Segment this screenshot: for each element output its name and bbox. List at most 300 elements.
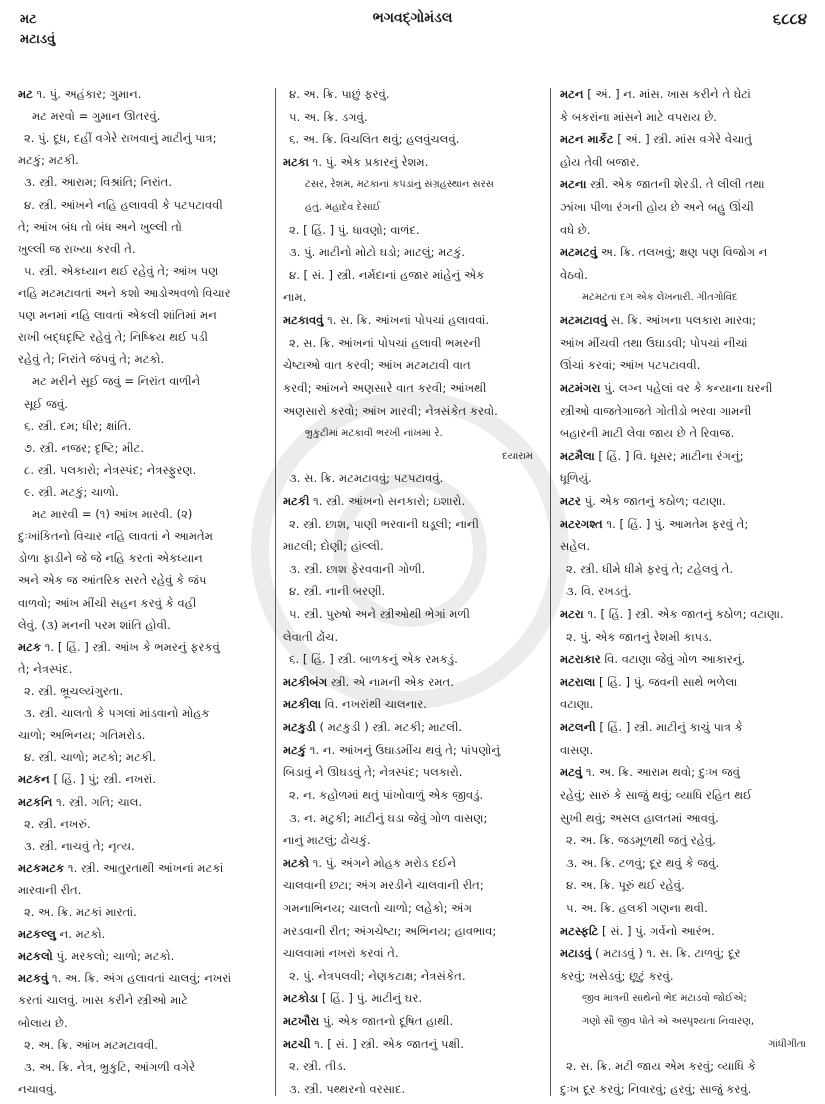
entry-text-line	[18, 174, 268, 191]
definition-text: [ હિં. ] સ્ત્રી. માટીનું કાચું પાત્ર કે	[595, 720, 743, 735]
entry-headline	[560, 923, 814, 940]
headword: મટકલો	[18, 949, 53, 964]
definition-text: ૪. સ્ત્રી. ચાળો; મટકો; મટકી.	[24, 750, 157, 765]
guide-word-first: મટ	[20, 12, 37, 27]
definition-text: ઝાંખા પીળા રંગની હોય છે અને બહુ ઊંચી	[560, 200, 754, 215]
entry-text-line	[283, 561, 541, 578]
entry-text-line	[283, 538, 541, 555]
entry-text-line	[283, 109, 541, 126]
entry-text-line	[283, 1058, 541, 1075]
definition-text: ચાળો; અભિનય; ગતિમરોડ.	[18, 728, 146, 743]
headword: મટમટાવવું	[560, 313, 608, 328]
definition-text: [ હિં. ] પું; સ્ત્રી. નખરાં.	[49, 772, 157, 787]
entry-text-line	[283, 583, 541, 600]
definition-text: વિ. નખરાંથી ચાલનાર.	[321, 697, 427, 712]
entry-text-line	[560, 109, 814, 126]
definition-text: ૩. સ્ત્રી. પથ્થરનો વરસાદ.	[289, 1081, 406, 1096]
entry-text-line	[18, 241, 268, 258]
definition-text: ૨. સ. ક્રિ. મટી જાય એમ કરવું; વ્યાધિ કે	[566, 1059, 756, 1074]
definition-text: ગણો સૌ જીવ પોતે એ અસ્પૃશ્યતા નિવારણ,	[582, 1015, 755, 1027]
entry-text-line	[560, 267, 814, 284]
column-3	[560, 86, 814, 1098]
definition-text: ( મટકુડી ) સ્ત્રી. મટકી; માટલી.	[315, 720, 463, 735]
definition-text: ચાલવામાં નખરાં કરવાં તે.	[283, 946, 399, 961]
headword: મટકન	[18, 772, 50, 787]
entry-text-line	[560, 470, 814, 487]
headword: મટકાવવું	[283, 313, 324, 328]
entry-text-line	[283, 651, 541, 668]
entry-text-line	[283, 810, 541, 827]
headword: મટરાલા	[560, 674, 596, 689]
entry-headline	[18, 948, 268, 965]
definition-text: ૨. સ્ત્રી. તીડ.	[289, 1059, 347, 1074]
entry-headline	[560, 448, 814, 465]
column-divider	[275, 88, 276, 1096]
quotation-line	[283, 425, 541, 442]
entry-text-line	[560, 787, 814, 804]
entry-text-line	[283, 629, 541, 646]
entry-text-line	[560, 629, 814, 646]
entry-text-line	[283, 877, 541, 894]
entry-text-line	[18, 1081, 268, 1098]
definition-text: કરતાં ચાલવું. ખાસ કરીને સ્ત્રીઓ માટે	[18, 993, 189, 1008]
entry-text-line	[18, 1015, 268, 1032]
definition-text: [ અં. ] ન. માંસ. ખાસ કરીને તે ઘેટાં	[583, 87, 751, 101]
definition-text: મટ મરીને સૂઈ જવું = નિરાંત વાળીને	[32, 374, 201, 389]
definition-text: કરવી; આંખને અણસારે વાત કરવી; આંખથી	[283, 380, 487, 395]
entry-text-line	[560, 810, 814, 827]
column-divider	[550, 88, 551, 1096]
entry-headline	[283, 674, 541, 691]
definition-text: અને એક જ આંતરિક સરતે રહેવું કે જંપ	[18, 573, 207, 588]
entry-text-line	[560, 538, 814, 555]
entry-text-line	[283, 222, 541, 239]
definition-text: ૧. અ. ક્રિ. અંગ હલાવતાં ચાલવું; નખરાં	[48, 971, 232, 986]
entry-text-line	[18, 130, 268, 147]
entry-headline	[560, 176, 814, 193]
entry-text-line	[283, 832, 541, 849]
definition-text: ૪. સ્ત્રી. નાની બરણી.	[289, 584, 386, 599]
entry-text-line	[560, 855, 814, 872]
definition-text: ૩. પું. માટીનો મોટો ઘડો; માટલું; મટકું.	[289, 245, 466, 260]
definition-text: ૪. અ. ક્રિ. પૂરું થઈ રહેવું.	[566, 878, 685, 893]
headword: મટાડવું	[560, 946, 592, 961]
entry-text-line	[283, 1081, 541, 1098]
headword: મટરા	[560, 607, 584, 622]
entry-text-line	[18, 219, 268, 236]
headword: મટકોડા	[283, 991, 319, 1006]
page-number: ૬૮૮૪	[772, 10, 807, 28]
definition-text: [ હિં. ] પું. જવની સાથે ભળેલા	[595, 674, 738, 689]
definition-text: ૩. સ્ત્રી. નાચવું તે; નૃત્ય.	[24, 838, 135, 853]
definition-text: કરવું; ખસેડવું; છૂટું કરવું.	[560, 968, 674, 983]
entry-headline	[560, 606, 814, 623]
definition-text: ૫. અ. ક્રિ. ડગવું.	[289, 109, 368, 124]
definition-text: નચાવવું.	[18, 1081, 57, 1096]
definition-text: ૪. [ સં. ] સ્ત્રી. નર્મદાનાં હજાર માંહેનું એક	[289, 267, 485, 282]
entry-text-line	[283, 289, 541, 306]
definition-text: ૧. [ હિં. ] પું. આમતેમ ફરવું તે;	[602, 516, 749, 531]
entry-text-line	[560, 1058, 814, 1075]
definition-text: ઊંચાં કરવાં; આંખ પટપટાવવી.	[560, 358, 701, 373]
definition-text: ૨. અ. ક્રિ. જડમૂળથી જતું રહેવું.	[566, 833, 716, 848]
entry-text-line	[560, 900, 814, 917]
entry-text-line	[283, 606, 541, 623]
definition-text: નાનું માટલું; ઢોચકું.	[283, 833, 371, 848]
entry-text-line	[18, 462, 268, 479]
entry-text-line	[560, 199, 814, 216]
definition-text: ગાંધીગીતા	[768, 1038, 806, 1050]
entry-headline	[560, 674, 814, 691]
definition-text: વાસણ.	[560, 742, 594, 757]
definition-text: ખુલ્લી જ રાખ્યા કરવી તે.	[18, 241, 136, 256]
definition-text: ૪. અ. ક્રિ. પાછું ફરવું.	[289, 87, 390, 101]
definition-text: દુઃખાંકિતનો વિચાર નહિ લાવતાં ને આમતેમ	[18, 529, 213, 544]
definition-text: ૨. સ. ક્રિ. આંખનાં પોપચાં હલાવી ભમરની	[289, 335, 481, 350]
headword: મટકીલા	[283, 697, 322, 712]
headword: મટ	[18, 87, 33, 101]
entry-text-line	[18, 595, 268, 612]
definition-text: અ. ક્રિ. તલખવું; ક્ષણ પણ વિજોગ ન	[597, 245, 768, 260]
entry-text-line	[18, 661, 268, 678]
definition-text: ૬. અ. ક્રિ. વિચલિત થવું; હલવુંચલવું.	[289, 132, 460, 147]
definition-text: ૩. ન. મટુકી; માટીનું ઘડા જેવું ગોળ વાસણ;	[289, 810, 488, 825]
entry-text-line	[18, 705, 268, 722]
entry-text-line	[18, 440, 268, 457]
definition-text: ૨. ન. કહોળમાં થતું પાંખોવાળું એક જીવડું.	[289, 787, 484, 802]
definition-text: ૨. સ્ત્રી. છાશ, પાણી ભરવાની ઘડૂલી; નાની	[289, 516, 479, 531]
entry-headline	[283, 990, 541, 1007]
definition-text: પું. લગ્ન પહેલાં વર કે કન્યાના ઘરની	[600, 380, 773, 395]
entry-text-line	[560, 696, 814, 713]
definition-text: ગમનાભિનય; ચાલતો ચાળો; લહેકો; અંગ	[283, 900, 472, 915]
entry-headline	[18, 860, 268, 877]
definition-text: ટસર, રેશમ, મટકાનાં કપડાંનું સંગ્રહસ્થાન સરસ	[305, 179, 494, 191]
entry-headline	[283, 855, 541, 872]
entry-text-line	[560, 403, 814, 420]
definition-text: વધે છે.	[560, 222, 591, 237]
definition-text: ૨. સ્ત્રી. નખરું.	[24, 816, 91, 831]
definition-text: ૧. [ હિં. ] સ્ત્રી. આંખ કે ભમરનું ફરકવું	[41, 639, 220, 654]
entry-text-line	[560, 1081, 814, 1098]
definition-text: ૩. વિ. રખડતું.	[566, 584, 632, 599]
definition-text: રાખી બદ્ધદૃષ્ટિ રહેવું તે; નિષ્ક્રિય થઈ પડી	[18, 330, 208, 345]
definition-text: બિડાવું ને ઊઘડવું તે; નેત્રસ્પંદ; પલકારો.	[283, 765, 463, 780]
definition-text: ( મટાડવું ) ૧. સ. ક્રિ. ટાળવું; દૂર	[591, 946, 741, 961]
definition-text: દયારામ	[502, 450, 533, 462]
definition-text: પું. મરકલો; ચાળો; મટકો.	[52, 949, 175, 964]
definition-text: [ હિં. ] વિ. ધૂસર; માટીના રંગનું;	[594, 448, 744, 463]
definition-text: મટમટતાં દગ એક લેખનારી. ગીતગોવિંદ	[582, 292, 738, 304]
definition-text: ૩. અ. ક્રિ. નેત્ર, ભ્રુકુટિ, આંગળી વગેરે	[24, 1059, 196, 1074]
definition-text: હતું. મહાદેવ દેસાઈ	[305, 202, 381, 214]
entry-headline	[283, 1013, 541, 1030]
entry-headline	[18, 771, 268, 788]
quotation-line	[283, 199, 541, 216]
definition-text: મરડવાની રીત; અંગચેષ્ટા; અભિનય; હાવભાવ;	[283, 923, 497, 938]
definition-text: ૧. અ. ક્રિ. આરામ થવો; દુઃખ જવું	[582, 765, 740, 780]
entry-text-line	[560, 335, 814, 352]
definition-text: ચેષ્ટાઓ વાત કરવી; આંખ મટમટાવી વાત	[283, 358, 471, 373]
definition-text: વાળવો; આંખ મીંચી સહન કરવું કે વહી	[18, 595, 197, 610]
entry-text-line	[18, 285, 268, 302]
definition-text: વેઠવો.	[560, 267, 588, 282]
definition-text: રહેવું; સારું કે સાજું થવું; વ્યાધિ રહિત થઈ	[560, 787, 753, 802]
headword: મટના	[560, 177, 587, 192]
headword: મટકલ્લુ	[18, 927, 56, 942]
entry-text-line	[18, 683, 268, 700]
entry-headline	[560, 945, 814, 962]
entry-headline	[560, 719, 814, 736]
entry-text-line	[283, 516, 541, 533]
entry-headline	[560, 312, 814, 329]
definition-text: ૧. પું. એક પ્રકારનું રેશમ.	[308, 154, 429, 169]
entry-text-line	[283, 900, 541, 917]
definition-text: હોય તેવી બજાર.	[560, 154, 640, 169]
entry-text-line	[560, 425, 814, 442]
entry-text-line	[560, 561, 814, 578]
headword: મટરાકાર	[560, 652, 601, 667]
definition-text: ૩. સ્ત્રી. આરામ; વિશ્રાંતિ; નિરાંત.	[24, 175, 173, 190]
entry-text-line	[18, 749, 268, 766]
definition-text: પણ મનમાં નહિ લાવતાં એકલી શાંતિમાં મન	[18, 308, 217, 323]
definition-text: ૭. સ્ત્રી. નજર; દૃષ્ટિ; મીટ.	[24, 440, 145, 455]
definition-text: બોલાય છે.	[18, 1015, 68, 1030]
entry-text-line	[18, 396, 268, 413]
definition-text: મટ મારવી = (૧) આંખ મારવી. (૨)	[32, 507, 193, 522]
definition-text: ૮. સ્ત્રી. પલકારો; નેત્રસ્પંદ; નેત્રસ્ફુરણ.	[24, 462, 197, 477]
entry-headline	[283, 312, 541, 329]
entry-text-line	[18, 329, 268, 346]
entry-text-line	[283, 357, 541, 374]
definition-text: ડોળા ફાડીને જે જે નહિ કરતાં એકધ્યાન	[18, 551, 203, 566]
headword: મટકી	[283, 493, 310, 508]
entry-text-line	[283, 923, 541, 940]
headword: મટખૌરા	[283, 1013, 320, 1028]
headword: મટસ્ફટિ	[560, 923, 599, 938]
entry-headline	[18, 794, 268, 811]
entry-headline	[560, 86, 814, 103]
entry-text-line	[560, 583, 814, 600]
entry-text-line	[18, 904, 268, 921]
quotation-line	[283, 448, 541, 465]
entry-text-line	[283, 787, 541, 804]
entry-headline	[560, 244, 814, 261]
definition-text: ૨. [ હિં. ] પું. ધાવણો; વાળંદ.	[289, 222, 420, 237]
entry-text-line	[18, 351, 268, 368]
definition-text: લેવું. (૩) મનની પરમ શાંતિ હોવી.	[18, 617, 171, 632]
definition-text: ભ્રુકુટીમાં મટકાવી ભરખી નાંખમાં રે.	[305, 428, 443, 440]
headword: મટકમટક	[18, 860, 65, 875]
headword: મટચી	[283, 1036, 311, 1051]
definition-text: પું. એક જાતનું કઠોળ; વટાણા.	[580, 493, 726, 508]
entry-text-line	[18, 484, 268, 501]
entry-headline	[560, 380, 814, 397]
entry-text-line	[560, 968, 814, 985]
definition-text: ૩. સ. ક્રિ. મટમટાવવું; પટપટાવવું.	[289, 471, 444, 486]
definition-text: ૨. પું. એક જાતનું રેશમી કાપડ.	[566, 629, 713, 644]
definition-text: વિ. વટાણા જેવું ગોળ આકારનું.	[600, 652, 746, 667]
entry-text-line	[283, 968, 541, 985]
definition-text: ૫. સ્ત્રી. પુરુષો અને સ્ત્રીઓથી ભેગાં મળી	[289, 607, 470, 622]
headword: મટન માર્કેટ	[560, 132, 614, 147]
definition-text: ૧. સ્ત્રી. આંખનો સનકારો; ઇશારો.	[309, 493, 466, 508]
definition-text: સ્ત્રી. એક જાતની શેરડી. તે લીલી તથા	[586, 177, 765, 192]
definition-text: ૬. સ્ત્રી. દમ; ધીર; ક્ષાંતિ.	[24, 418, 132, 433]
entry-headline	[283, 1036, 541, 1053]
entry-text-line	[283, 86, 541, 103]
definition-text: ૨. સ્ત્રી. ધીમે ધીમે ફરવું તે; ટહેલવું તે.	[566, 561, 734, 576]
entry-text-line	[18, 373, 268, 390]
entry-text-line	[560, 742, 814, 759]
definition-text: [ અં. ] સ્ત્રી. માંસ વગેરે વેચાતું	[613, 132, 752, 147]
entry-text-line	[18, 882, 268, 899]
entry-text-line	[283, 470, 541, 487]
definition-text: ૨. અ. ક્રિ. મટકાં મારતાં.	[24, 905, 137, 920]
definition-text: મારવાની રીત.	[18, 882, 82, 897]
definition-text: વટાણા.	[560, 697, 594, 712]
guide-word-last: મટાડવું	[20, 32, 56, 47]
entry-headline	[283, 742, 541, 759]
entry-text-line	[283, 380, 541, 397]
entry-text-line	[18, 528, 268, 545]
definition-text: લેવાતી ઢોંચ.	[283, 629, 339, 644]
entry-text-line	[560, 222, 814, 239]
definition-text: ૩. અ. ક્રિ. ટળવું; દૂર થવું કે જવું.	[566, 855, 720, 870]
definition-text: ૯. સ્ત્રી. મટકું; ચાળો.	[24, 484, 119, 499]
definition-text: ૧. [ હિં. ] સ્ત્રી. એક જાતનું કઠોળ; વટાણા.	[583, 607, 784, 622]
dictionary-title: ભગવદ્ગોમંડલ	[372, 10, 453, 26]
definition-text: સૂઈ જવું.	[24, 396, 68, 411]
entry-headline	[560, 764, 814, 781]
entry-headline	[560, 651, 814, 668]
definition-text: ૫. સ્ત્રી. એકધ્યાન થઈ રહેવું તે; આંખ પણ	[24, 263, 219, 278]
entry-text-line	[18, 197, 268, 214]
definition-text: માટલી; દોણી; હાંલ્લી.	[283, 539, 384, 554]
entry-text-line	[18, 838, 268, 855]
headword: મટવું	[560, 765, 583, 780]
entry-headline	[283, 154, 541, 171]
entry-headline	[283, 719, 541, 736]
entry-headline	[18, 970, 268, 987]
definition-text: ૨. સ્ત્રી. ભ્રૂચલ્યંગુરતા.	[24, 683, 124, 698]
headword: મટકનિ	[18, 794, 53, 809]
definition-text: ૨. અ. ક્રિ. આંખ મટમટાવવી.	[24, 1037, 159, 1052]
entry-text-line	[18, 152, 268, 169]
definition-text: ન. મટકો.	[55, 927, 106, 942]
headword: મટકો	[283, 855, 310, 870]
definition-text: ૧. પું. અહંકાર; ગુમાન.	[32, 87, 142, 101]
entry-text-line	[18, 992, 268, 1009]
column-1	[18, 86, 268, 1098]
entry-text-line	[560, 357, 814, 374]
definition-text: સહેલ.	[560, 539, 591, 554]
quotation-line	[560, 1036, 814, 1053]
definition-text: બહારની માટી લેવા જાય છે તે રિવાજ.	[560, 426, 735, 441]
definition-text: સ. ક્રિ. આંખના પલકારા મારવા;	[607, 313, 757, 328]
column-2	[283, 86, 541, 1098]
definition-text: મટકું; મટકી.	[18, 153, 79, 168]
definition-text: સ્ત્રીઓ વાજતેગાજતે ગોતીડો ભરવા ગામની	[560, 403, 752, 418]
entry-text-line	[18, 263, 268, 280]
entry-text-line	[18, 727, 268, 744]
entry-headline	[560, 493, 814, 510]
definition-text: દુઃખ દૂર કરવું; નિવારવું; હરવું; સાજું કરવું.	[560, 1081, 752, 1096]
definition-text: [ સં. ] પું. ગર્વનો આરંભ.	[598, 923, 715, 938]
definition-text: ૩. સ્ત્રી. છાશ ફેરવવાની ગોળી.	[289, 561, 426, 576]
headword: મટકું	[283, 742, 307, 757]
entry-headline	[560, 516, 814, 533]
definition-text: ૬. [ હિં. ] સ્ત્રી. બાળકનું એક રમકડું.	[289, 652, 458, 667]
definition-text: જીવ માત્રની સાથેનો ભેદ મટાડવો જોઈએ;	[582, 993, 747, 1005]
entry-text-line	[18, 572, 268, 589]
entry-text-line	[560, 832, 814, 849]
headword: મટમટવું	[560, 245, 598, 260]
definition-text: તે; નેત્રસ્પંદ.	[18, 661, 73, 676]
definition-text: ધૂળિયું.	[560, 471, 592, 486]
definition-text: ૧. [ સં. ] સ્ત્રી. એક જાતનું પક્ષી.	[310, 1036, 464, 1051]
entry-text-line	[18, 418, 268, 435]
headword: મટમંગરા	[560, 380, 601, 395]
definition-text: સ્ત્રી. એ નામની એક રમત.	[327, 674, 454, 689]
entry-text-line	[560, 877, 814, 894]
headword: મટકા	[283, 154, 309, 169]
entry-text-line	[283, 131, 541, 148]
entry-text-line	[283, 244, 541, 261]
entry-text-line	[283, 764, 541, 781]
definition-text: નામ.	[283, 290, 307, 305]
definition-text: [ હિં. ] પું. માટીનું ઘર.	[318, 991, 423, 1006]
entry-text-line	[283, 403, 541, 420]
entry-text-line	[18, 1059, 268, 1076]
definition-text: આંખ મીંચવી તથા ઉઘાડવી; પોપચાં નીચાં	[560, 335, 748, 350]
entry-text-line	[18, 307, 268, 324]
quotation-line	[560, 289, 814, 306]
definition-text: અણસારો કરવો; આંખ મારવી; નેત્રસંકેત કરવો.	[283, 403, 498, 418]
definition-text: સુખી થવું; અસલ હાલતમાં આવવું.	[560, 810, 719, 825]
definition-text: રહેવું તે; નિરાંતે જંપવું તે; મટકો.	[18, 352, 165, 367]
headword: મટક	[18, 639, 42, 654]
definition-text: ૫. અ. ક્રિ. હલકી ગણના થવી.	[566, 900, 708, 915]
entry-text-line	[18, 1037, 268, 1054]
definition-text: ૪. સ્ત્રી. આંખને નહિ હલાવવી કે પટપટાવવી	[24, 197, 223, 212]
headword: મટકુડી	[283, 720, 316, 735]
definition-text: ૧. સ્ત્રી. ગતિ; ચાલ.	[52, 794, 143, 809]
entry-text-line	[18, 617, 268, 634]
entry-text-line	[283, 945, 541, 962]
entry-text-line	[18, 550, 268, 567]
definition-text: ૩. સ્ત્રી. ચાલતો કે પગલાં માંડવાનો મોહક	[24, 706, 210, 721]
entry-headline	[283, 696, 541, 713]
entry-headline	[18, 926, 268, 943]
entry-text-line	[283, 267, 541, 284]
entry-text-line	[18, 816, 268, 833]
definition-text: ૧. પું. અંગને મોહક મરોડ દઈને	[309, 855, 457, 870]
entry-headline	[18, 639, 268, 656]
entry-text-line	[283, 335, 541, 352]
definition-text: ૨. પું. દૂધ, દહીં વગેરે રાખવાનું માટીનું પાત્ર;	[24, 131, 217, 146]
definition-text: મટ મરવો = ગુમાન ઊતરવું.	[32, 109, 161, 124]
entry-text-line	[18, 506, 268, 523]
entry-headline	[560, 131, 814, 148]
quotation-line	[560, 1013, 814, 1030]
entry-headline	[18, 86, 268, 103]
headword: મટલની	[560, 720, 596, 735]
definition-text: નહિ મટમટાવતાં અને કશો આડોઅવળો વિચાર	[18, 285, 231, 300]
definition-text: ૧. સ્ત્રી. આતુરતાથી આંખનાં મટકાં	[64, 860, 224, 875]
entry-text-line	[18, 108, 268, 125]
headword: મટકવું	[18, 971, 49, 986]
